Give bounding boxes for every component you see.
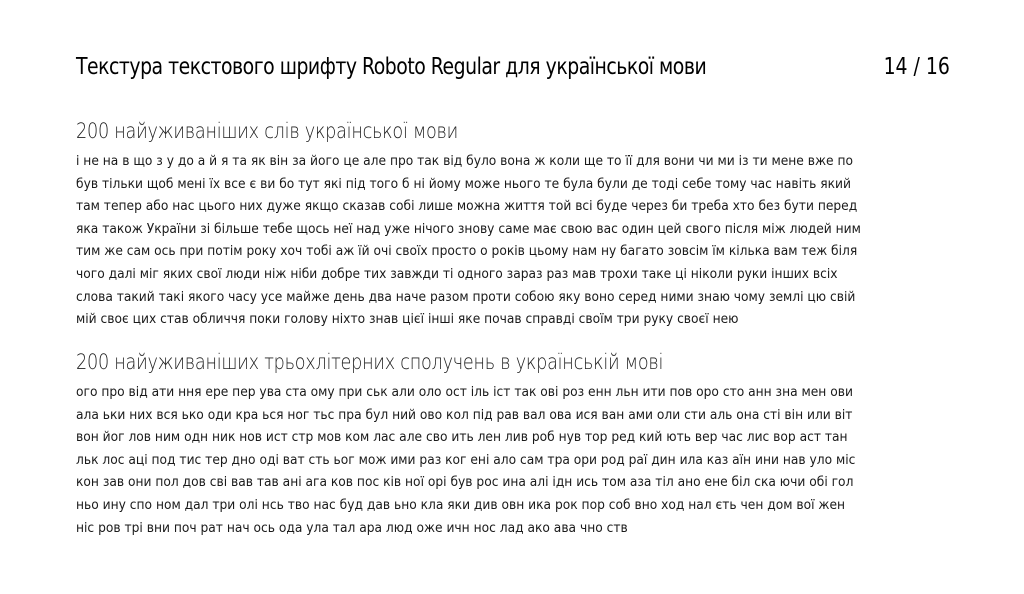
section-common-words: [76, 116, 956, 332]
sample-text-block: [76, 382, 956, 540]
sample-text-line: яка також України зі більше тебе щось неї над уже нічого знову саме має свою вас один цей свого після між людей ним: [76, 221, 861, 237]
slide-header: [76, 54, 950, 90]
sample-text-line: ньо ину спо ном дал три олі нсь тво нас буд дав ьно кла яки див овн ика рок пор соб вно ход нал єть чен дом вої жен: [76, 497, 846, 513]
section-heading: 200 найуживаніших трьохлітерних сполучень в українській мові: [76, 350, 664, 374]
sample-text-line: вон йог лов ним одн ник нов ист стр мов ком лас але сво ить лен лив роб нув тор ред кий ють вер час лис вор аст тан: [76, 430, 848, 446]
sample-text-line: там тепер або нас цього них дуже якщо сказав собі лише можна життя той всі буде через би треба хто без бути перед: [76, 199, 858, 215]
page-indicator: 14 / 16: [883, 54, 950, 80]
sample-text-line: чого далі міг яких свої люди ніж ніби добре тих завжди ті одного зараз раз мав трохи таке ці ніколи руки інших всіх: [76, 266, 838, 282]
section-trigrams: [76, 347, 956, 540]
sample-text-line: ого про від ати ння ере пер ува ста ому при ськ али оло ост іль іст так ові роз енн льн ити пов оро сто анн зна мен ови: [76, 385, 853, 400]
sample-text-line: слова такий такі якого часу усе майже день два наче разом проти собою яку воно серед ними знаю чому землі цю свій: [76, 289, 856, 305]
sample-text-line: був тільки щоб мені їх все є ви бо тут які під того б ні йому може нього те була були де тоді себе тому час навіть який: [76, 176, 851, 192]
sample-text-block: [76, 151, 956, 332]
page-title: Текстура текстового шрифту Roboto Regular для української мови: [76, 54, 707, 80]
sample-text-line: льк лос аці под тис тер дно оді ват сть ьог мож ими раз ког ені ало сам тра ори род раї дин ила каз аїн ини нав уло міс: [76, 452, 856, 468]
section-heading: 200 найуживаніших слів української мови: [76, 119, 459, 143]
sample-text-line: і не на в що з у до а й я та як він за його це але про так від було вона ж коли ще то її для вони чи ми із ти мене вже по: [76, 154, 853, 169]
sample-text-line: кон зав они пол дов сві вав тав ані ага ков пос ків ної орі був рос ина алі ідн ись том аза тіл ано ене біл ска ючи обі гол: [76, 475, 854, 491]
sample-text-line: ала ьки них вся ько оди кра ься ног тьс пра бул ний ово кол під рав вал ова ися ван ами оли сти аль она сті він или віт: [76, 407, 853, 423]
sample-text-line: мій своє цих став обличчя поки голову ніхто знав цієї інші яке почав справді своїм три руку своєї нею: [76, 312, 739, 328]
sample-text-line: ніс ров трі вни поч рат нач ось ода ула тал ара люд оже ичн нос лад ако ава чно ств: [76, 520, 628, 536]
sample-text-line: тим же сам ось при потім року хоч тобі аж їй очі своїх просто о років цьому нам ну багато зовсім їм кілька вам теж біля: [76, 244, 858, 260]
